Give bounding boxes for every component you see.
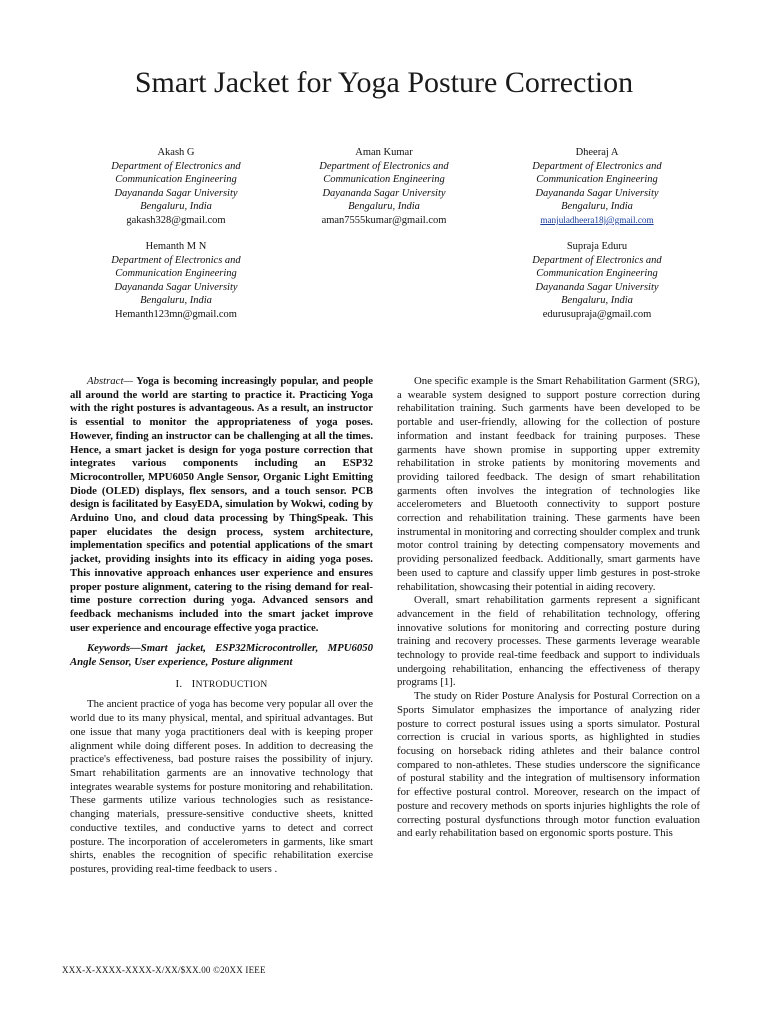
right-column xyxy=(397,375,700,841)
author-block-3 xyxy=(482,146,712,228)
author-department: Department of Electronics and xyxy=(532,254,662,266)
author-university: Dayananda Sagar University xyxy=(535,187,659,199)
author-email: gakash328@gmail.com xyxy=(126,214,226,226)
author-block-1 xyxy=(61,146,291,228)
intro-paragraph-2: One specific example is the Smart Rehabilitation Garment (SRG), a wearable system designed to support posture correction during rehabilitation training. Such garments have been developed to be portable and user-friendly, allowing for the collection of posture information and instant feedback for training purposes. These garments have shown promise in supporting upper extremity rehabilitation in stroke patients by monitoring movements and providing tailored feedback. The design of smart rehabilitation garments often involves the integration of technologies like accelerometers and Bluetooth connectivity to support posture correction and rehabilitation training. These garments have been instrumental in monitoring and correcting shoulder complex and trunk motor control training by detecting compensatory movements and providing personalized feedback. Additionally, smart garments have been used to capture and classify upper limb gestures in post-stroke rehabilitation, showcasing their potential in aiding recovery. xyxy=(397,375,700,593)
author-city: Bengaluru, India xyxy=(140,201,212,213)
author-city: Bengaluru, India xyxy=(140,295,212,307)
copyright-footer: XXX-X-XXXX-XXXX-X/XX/$XX.00 ©20XX IEEE xyxy=(62,965,266,975)
author-block-4 xyxy=(61,240,291,322)
author-department: Department of Electronics and xyxy=(111,254,241,266)
author-university: Dayananda Sagar University xyxy=(114,281,238,293)
paper-title: Smart Jacket for Yoga Posture Correction xyxy=(134,66,634,99)
keywords xyxy=(70,642,373,669)
intro-paragraph-1: The ancient practice of yoga has become very popular all over the world due to its many physical, mental, and spiritual advantages. But one issue that many yoga practitioners deal with is keeping proper alignment while doing different poses. In addition to decreasing the practice's effectiveness, bad posture raises the possibility of injury. Smart rehabilitation garments are an innovative technology that integrates wearable systems for posture monitoring and rehabilitation. These garments utilize various technologies such as resistance-changing materials, pressure-sensitive conductive sheets, knitted conductive textiles, and conductive yarns to detect and correct posture. The incorporation of accelerometers in garments, like smart shirts, enables the recognition of specific rehabilitation exercise postures, providing real-time feedback to users . xyxy=(70,698,373,875)
author-name: Hemanth M N xyxy=(145,241,207,252)
author-name: Supraja Eduru xyxy=(566,241,628,252)
author-department: Communication Engineering xyxy=(536,268,658,280)
author-department: Communication Engineering xyxy=(115,174,237,186)
author-department: Communication Engineering xyxy=(323,174,445,186)
author-email: edurusupraja@gmail.com xyxy=(542,308,652,320)
author-email: Hemanth123mn@gmail.com xyxy=(115,308,237,320)
author-city: Bengaluru, India xyxy=(348,201,420,213)
keywords-label: Keywords— xyxy=(87,642,141,655)
author-block-2 xyxy=(269,146,499,228)
intro-paragraph-4: The study on Rider Posture Analysis for Postural Correction on a Sports Simulator emphasizes the importance of analyzing rider posture to correct postural issues using a sports simulator. Postural correction is crucial in various sports, as highlighted in studies focusing on horseback riding athletes and their balance control compared to non-athletes. These studies underscore the significance of postural stability and the integration of multisensory information for effective postural control. Moreover, research on the impact of posture and recovery methods on sports injuries highlights the role of correcting postural dysfunctions through motor function evaluation and early rehabilitation based on ergonomic sports posture. This xyxy=(397,690,700,840)
author-department: Department of Electronics and xyxy=(111,160,241,172)
abstract xyxy=(70,375,373,635)
author-name: Aman Kumar xyxy=(355,147,413,158)
author-block-5 xyxy=(482,240,712,322)
author-department: Department of Electronics and xyxy=(532,160,662,172)
abstract-text: Yoga is becoming increasingly popular, and people all around the world are starting to practice it. Practicing Yoga with the right postures is advantageous. As a result, an instructor is essential to monitor the appropriateness of yoga poses. However, finding an instructor can be challenging at all the times. Hence, a smart jacket is design for yoga posture correction that integrates various components including an ESP32 Microcontroller, MPU6050 Angle Sensor, Organic Light Emitting Diode (OLED) displays, flex sensors, and a touch sensor. PCB design is facilitated by EasyEDA, simulation by Wokwi, coding by Arduino Uno, and cloud data processing by ThingSpeak. This paper elucidates the design process, system architecture, implementation specifics and potential applications of the smart jacket, providing insights into its efficacy in aiding yoga poses. This innovative approach enhances user experience and ensures proper posture alignment, catering to the rising demand for real-time posture correction during yoga. Advanced sensors and feedback mechanisms included into the smart jacket improve user experience and encourage effective yoga practice. xyxy=(70,375,373,634)
author-name: Dheeraj A xyxy=(575,147,619,158)
author-university: Dayananda Sagar University xyxy=(322,187,446,199)
keywords-text: Smart jacket, ESP32Microcontroller, MPU6050 Angle Sensor, User experience, Posture alignment xyxy=(70,642,373,669)
intro-paragraph-3: Overall, smart rehabilitation garments represent a significant advancement in the field of rehabilitation technology, offering innovative solutions for monitoring and correcting posture during training and recovery processes. These garments leverage wearable technology to provide real-time feedback and support to individuals undergoing rehabilitation, enhancing the effectiveness of therapy programs [1]. xyxy=(397,594,700,689)
abstract-label: Abstract— xyxy=(87,375,133,387)
author-university: Dayananda Sagar University xyxy=(114,187,238,199)
author-department: Communication Engineering xyxy=(536,174,658,186)
section-numeral: I. xyxy=(175,677,183,690)
author-email: aman7555kumar@gmail.com xyxy=(321,214,447,226)
author-city: Bengaluru, India xyxy=(561,295,633,307)
author-email-link[interactable]: manjuladheera18j@gmail.com xyxy=(540,214,654,225)
section-heading-rest: NTRODUCTION xyxy=(195,679,268,690)
author-department: Communication Engineering xyxy=(115,268,237,280)
author-university: Dayananda Sagar University xyxy=(535,281,659,293)
author-city: Bengaluru, India xyxy=(561,201,633,213)
left-column xyxy=(70,375,373,877)
author-name: Akash G xyxy=(157,147,195,158)
section-heading-initial: I xyxy=(191,677,196,690)
author-department: Department of Electronics and xyxy=(319,160,449,172)
section-heading-introduction xyxy=(70,678,373,693)
